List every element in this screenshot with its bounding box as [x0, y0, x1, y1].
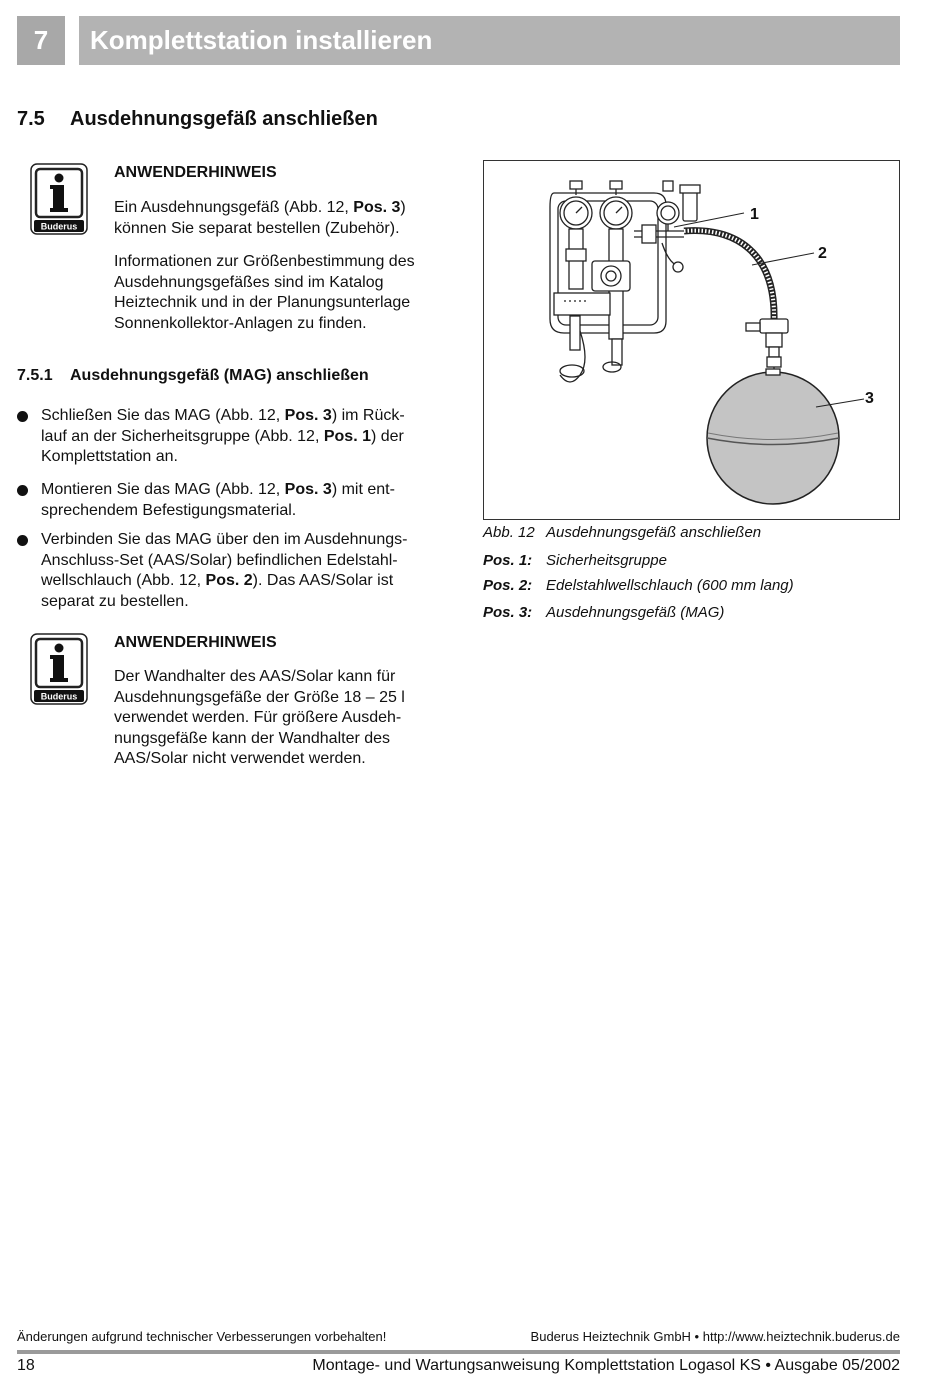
info-icon	[30, 163, 88, 235]
note-heading: ANWENDERHINWEIS	[114, 634, 277, 651]
bullet-item: Verbinden Sie das MAG über den im Ausdehnungs- Anschluss-Set (AAS/Solar) befindlichen Edelstahl- wellschlauch (Abb. 12, Pos. 2). Das AAS/Solar ist separat zu bestellen.	[41, 531, 408, 610]
footer-company: Buderus Heiztechnik GmbH • http://www.heiztechnik.buderus.de	[530, 1329, 900, 1344]
bullet-item: Schließen Sie das MAG (Abb. 12, Pos. 3) im Rück- lauf an der Sicherheitsgruppe (Abb. 12, Pos. 1) der Komplettstation an.	[41, 407, 405, 465]
chapter-number: 7	[17, 16, 65, 65]
note-paragraph-2: Informationen zur Größenbestimmung des Ausdehnungsgefäßes sind im Katalog Heiztechnik und in der Planungsunterlage Sonnenkollektor-Anlagen zu finden.	[114, 253, 415, 332]
figure-illustration	[483, 160, 900, 520]
page-number: 18	[17, 1357, 35, 1374]
position-label: Pos. 1:	[483, 552, 533, 569]
footer-divider	[17, 1350, 900, 1354]
bullet-item: Montieren Sie das MAG (Abb. 12, Pos. 3) mit ent- sprechendem Befestigungsmaterial.	[41, 481, 395, 519]
brand-text: Buderus	[40, 221, 78, 232]
figure-caption-text: Ausdehnungsgefäß anschließen	[546, 524, 762, 541]
chapter-title: Komplettstation installieren	[79, 16, 900, 65]
callout-2: 2	[818, 245, 827, 262]
bullet-dot	[17, 485, 28, 496]
note-paragraph: Der Wandhalter des AAS/Solar kann für Ausdehnungsgefäße der Größe 18 – 25 l verwendet werden. Für größere Ausdeh- nungsgefäße kann der Wandhalter des AAS/Solar nicht verwendet werden.	[114, 668, 405, 767]
subsection-number: 7.5.1	[17, 367, 53, 384]
figure-caption-label: Abb. 12	[483, 524, 535, 541]
document-title: Montage- und Wartungsanweisung Komplettstation Logasol KS • Ausgabe 05/2002	[312, 1357, 900, 1374]
section-number: 7.5	[17, 108, 45, 130]
brand-text: Buderus	[40, 691, 78, 702]
position-text: Ausdehnungsgefäß (MAG)	[546, 604, 725, 621]
callout-1: 1	[750, 206, 759, 223]
position-text: Edelstahlwellschlauch (600 mm lang)	[546, 577, 794, 594]
position-label: Pos. 3:	[483, 604, 533, 621]
section-title: Ausdehnungsgefäß anschließen	[70, 108, 378, 130]
note-heading: ANWENDERHINWEIS	[114, 164, 277, 181]
bullet-dot	[17, 411, 28, 422]
position-label: Pos. 2:	[483, 577, 533, 594]
bullet-dot	[17, 535, 28, 546]
callout-3: 3	[865, 390, 874, 407]
note-paragraph: Ein Ausdehnungsgefäß (Abb. 12, Pos. 3) können Sie separat bestellen (Zubehör).	[114, 199, 406, 237]
info-icon	[30, 633, 88, 705]
footer-disclaimer: Änderungen aufgrund technischer Verbesserungen vorbehalten!	[17, 1329, 387, 1344]
subsection-title: Ausdehnungsgefäß (MAG) anschließen	[70, 367, 369, 384]
position-text: Sicherheitsgruppe	[546, 552, 667, 569]
